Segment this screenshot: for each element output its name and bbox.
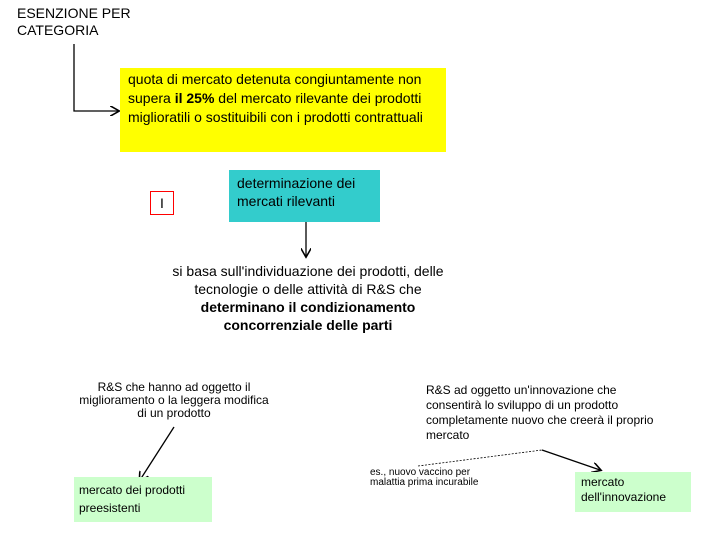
example-text: es., nuovo vaccino per malattia prima incurabile [370, 467, 479, 488]
arrow-to-innovazione [542, 450, 600, 470]
category-title-line1: ESENZIONE PER [17, 5, 131, 21]
quota-text-2: del mercato rilevante dei prodotti miglioratili o sostituibili con i prodotti contrattuali [128, 90, 423, 125]
dashed-line-example [418, 450, 542, 466]
basa-text-bold: determinano il condizionamento concorrenziale delle parti [200, 299, 416, 333]
quota-text-bold: il 25% [174, 90, 215, 106]
rs-innovazione-text: R&S ad oggetto un'innovazione che consentirà lo sviluppo di un prodotto completamente nuovo che creerà il proprio mercato [426, 383, 654, 442]
basa-text [160, 262, 456, 334]
mercato-innovazione-box: mercato dell'innovazione [575, 472, 691, 512]
quota-text-1: quota di mercato detenuta congiuntamente non supera [128, 71, 422, 106]
rs-miglioramento-text: R&S che hanno ad oggetto il miglioramento o la leggera modifica di un prodotto [79, 380, 269, 420]
quota-box [120, 68, 446, 152]
small-label-box: I [150, 191, 174, 215]
mercato-preesistenti-box: mercato dei prodotti preesistenti [74, 477, 212, 522]
mercati-rilevanti-box: determinazione dei mercati rilevanti [229, 170, 380, 222]
basa-text-1: si basa sull'individuazione dei prodotti, delle tecnologie o delle attività di R&S che [172, 263, 444, 297]
category-title [14, 4, 180, 40]
arrow-to-preesistenti [140, 427, 174, 480]
arrow-title-to-quota [74, 44, 118, 111]
category-title-line2: CATEGORIA [17, 22, 99, 38]
